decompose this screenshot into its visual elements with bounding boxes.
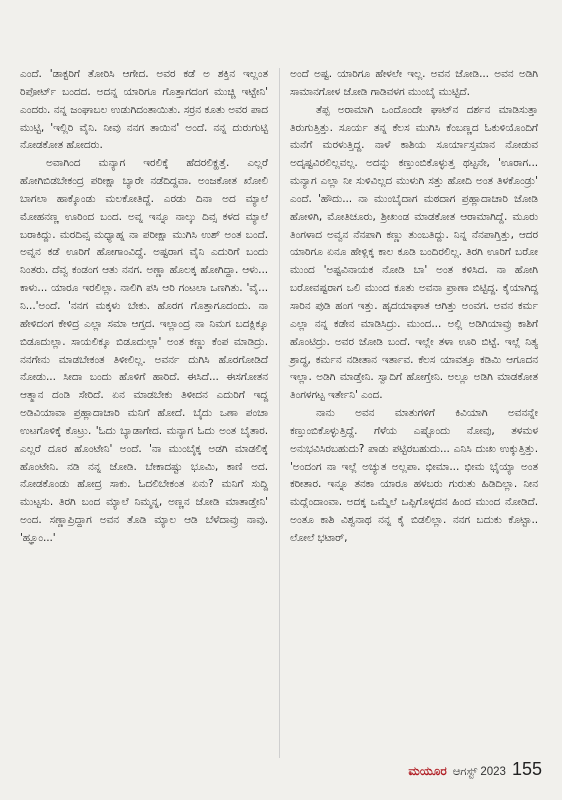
paragraph: ಎಂದೆ. 'ಡಾಕ್ಟರಿಗೆ ತೋರಿಸಿ ಆಗೇದ. ಅವರ ಕಡೆ ಅ ಶಕ್ತಿನ ಇಲ್ಲಂತ ರಿಪೋರ್ಟ್ ಬಂದದ. ಅದನ್ನ ಯಾರಿಗೂ ಗೊತ್ತಾಗದಂಗ ಮುಚ್ಚಿ ಇಟ್ಟೇನಿ' ಎಂದರು. ನನ್ನ ಜಂಘಾಬಲ ಉಡುಗಿದಂತಾಯಿತು. ಸರ್ರನ ಕೂತು ಅವರ ಪಾದ ಮುಟ್ಟಿ, 'ಇಲ್ಲಿರಿ ವೈನಿ. ನೀವು ನನಗ ತಾಯಿನ' ಅಂದೆ. ನನ್ನ ದುರುಗುಟ್ಟಿ ನೋಡಕೋತ ಹೋದರು. (20, 68, 268, 152)
column-divider (279, 68, 280, 758)
right-text-column (290, 66, 538, 548)
paragraph: ನಾನು ಅವನ ಮಾತುಗಳಿಗೆ ಕಿವಿಯಾಗಿ ಅವನನ್ನೇ ಕಣ್ತುಂಬಿಕೊಳ್ಳುತ್ತಿದ್ದೆ. ಗೆಳೆಯ ಎಷ್ಟೊಂದು ನೋವು, ತಳಮಳ ಅನುಭವಿಸಿರಬಹುದು? ಪಾಡು ಪಟ್ಟಿರಬಹುದು... ಎನಿಸಿ ದುಃಖ ಉಕ್ಕುತ್ತಿತ್ತು. 'ಅಂದಂಗ ನಾ ಇಲ್ಲೆ ಅಚ್ಯುತ ಅಲ್ಲಪಾ. ಭೀಮಾ... ಭೀಮ ಭೈಯ್ಯಾ ಅಂತ ಕರೀತಾರ. ಇನ್ನೂ ತನಕಾ ಯಾರೂ ಹಳಬರು ಗುರುತು ಹಿಡಿದಿಲ್ಲಾ. ನೀನ ಮದ್ಲೆಂದಾಂವಾ. ಅದಕ್ಕ ಒಮ್ಮೆಲೆ ಒಪ್ಪಿಗೊಳ್ಳದನ ಹಿಂದ ಮುಂದ ನೋಡಿದೆ. ಅಂತೂ ಕಾಶಿ ವಿಶ್ವನಾಥ ನನ್ನ ಕೈ ಬಿಡಲಿಲ್ಲಾ. ನನಗ ಬದುಕು ಕೊಟ್ಟಾ.. ಲೋಲೆ ಭಟಾರ್, (290, 407, 538, 544)
page-footer (408, 759, 542, 780)
magazine-name: ಮಯೂರ (408, 764, 447, 778)
page-number: 155 (511, 759, 542, 779)
paragraph: ಅವಾಗಿಂದ ಮನ್ಯಾಗ ಇರಲಿಕ್ಕೆ ಹೆದರಲಿಕ್ಹತ್ತೆ. ಎಲ್ಲರೆ ಹೋಗಿಬಿಡಬೇಕಂದ್ರ ಪರೀಕ್ಷಾ ಬ್ಯಾರೇ ನಡೆದಿದ್ದವಾ. ಅಂಜಕೋತ ಖೋಲಿ ಬಾಗಲಾ ಹಾಕ್ಕೊಂಡು ಮಲಕೋತಿದ್ದೆ. ಎರಡು ದಿನಾ ಅದ ಮ್ಯಾಲೆ ಮೋಹನಣ್ಣ ಊರಿಂದ ಬಂದ. ಅವ್ನ ಇನ್ನೂ ನಾಲ್ಕು ದಿವ್ಸ ಕಳದ ಮ್ಯಾಲೆ ಬರಾಕಿದ್ದು. ಮರದಿವ್ಸ ಮಧ್ಯಾಹ್ನ ನಾ ಪರೀಕ್ಷಾ ಮುಗಿಸಿ ಉಶ್ ಅಂತ ಬಂದೆ. ಅವ್ನನ ಕಡೆ ಊರಿಗೆ ಹೋಗಾಂವಿದ್ದೆ. ಅಷ್ಟರಾಗ ವೈನಿ ಎದುರಿಗೆ ಬಂದು ನಿಂತರು. ದೆವ್ವ ಕಂಡಂಗ ಆತು ನನಗ. ಅಣ್ಣಾ ಹೊಲಕ್ಕ ಹೋಗಿದ್ದಾ. ಆಳು... ಕಾಳು... ಯಾರೂ ಇರಲಿಲ್ಲಾ. ನಾಲಿಗಿ ಪಸಿ ಆರಿ ಗಂಟಲಾ ಒಣಗಿತು. 'ವೈ... ನಿ...'ಅಂದೆ. 'ನನಗ ಮಕ್ಕಳು ಬೇಕು. ಹೊರಗ ಗೊತ್ತಾಗೂದಂದು. ನಾ ಹೇಳಿದಂಗ ಕೇಳಿದ್ರ ಎಲ್ಲಾ ಸಮಾ ಆಗ್ತದ. ಇಲ್ಲಾಂದ್ರ ನಾ ನಿಮಗ ಬದಕ್ಲಿಕ್ಕೂ ಬಿಡೂದುಲ್ಲಾ. ಸಾಯಲಿಕ್ಕೂ ಬಿಡೂದುಲ್ಲಾ' ಅಂತ ಕಣ್ಣು ಕೆಂಪ ಮಾಡಿದ್ರು. ನನಗೇನು ಮಾಡಬೇಕಂತ ತಿಳೀಲಿಲ್ಲ. ಅವರ್ನ ದುಗಿಸಿ ಹೊರಗೋಡಿದೆ ನೋಡು... ಸೀದಾ ಬಂದು ಹೊಳಿಗೆ ಹಾರಿದೆ. ಈಸಿದೆ... ಈಸಗೋತನ ಆತ್ಮಾನ ದಂಡಿ ಸೇರಿದೆ. ಏನ ಮಾಡಬೇಕು ತಿಳೀದನ ಎದುರಿಗೆ ಇದ್ದ ಅಡಿವಿಯಾವಾ ಪ್ರಹ್ಲಾದಾಚಾರಿ ಮನಿಗೆ ಹೋದೆ. ಬೈದು ಒಣಾ ಪಂಚಾ ಉಟಗೊಳಿಕ್ಕೆ ಕೊಟ್ರು. 'ಓದು ಬ್ಯಾಡಾಗೇದ. ಮನ್ಯಾಗ ಓದು ಅಂತ ಬೈತಾರ. ಎಲ್ಲರೆ ದೂರ ಹೊಂಟೇನಿ' ಅಂದೆ. 'ನಾ ಮುಂಬೈಕ್ಕ ಅಡಗಿ ಮಾಡಲಿಕ್ಕೆ ಹೊಂಟೇನಿ. ನಡಿ ನನ್ನ ಜೋಡಿ. ಬೇಕಾದಷ್ಟು ಭೂಮಿ, ಕಾಣಿ ಅದ. ನೋಡಕೊಂಡು ಹೋದ್ರ ಸಾಕು. ಓದಲಿಬೇಕಂತ ಏನು? ಮನಿಗೆ ಸುದ್ದಿ ಮುಟ್ಟಸು. ತಿರಗಿ ಬಂದ ಮ್ಯಾಲೆ ನಿಮ್ಮನ್ನ, ಅಣ್ಣನ ಜೋಡಿ ಮಾತಾಡ್ತೇನಿ' ಅಂದ. ಸಣ್ಣಾಪ್ರಿದ್ದಾಗ ಅವನ ತೊಡಿ ಮ್ಯಾಲ ಆಡಿ ಬೆಳೆದಾವ್ರು ನಾವು. 'ಹ್ಞೂಂ...' (20, 157, 268, 544)
paragraph: ಅಂದೆ ಅಷ್ಟ. ಯಾರಿಗೂ ಹೇಳಲೇ ಇಲ್ಲ. ಅವನ ಜೋಡಿ... ಅವನ ಅಡಿಗಿ ಸಾಮಾನಗೋಳ ಜೋಡಿ ಗಾಡಿವಳಗ ಮುಂಬೈ ಮುಟ್ಟಿದೆ. (290, 68, 538, 98)
paragraph: ತೆಪ್ಪ ಅರಾಮಾಗಿ ಒಂದೊಂದೇ ಘಾಟ್‌ನ ದರ್ಶನ ಮಾಡಿಸುತ್ತಾ ತಿರುಗುತ್ತಿತ್ತು. ಸೂರ್ಯ ತನ್ನ ಕೆಲಸ ಮುಗಿಸಿ ಕೆಂಬಣ್ಣದ ಓಕುಳಿಯೊಂದಿಗೆ ಮನೆಗೆ ಮರಳುತ್ತಿದ್ದ. ನಾಳೆ ಕಾಶಿಯ ಸೂರ್ಯಾಸ್ತಮಾನ ನೋಡುವ ಅದೃಷ್ಟವಿರಲಿಲ್ಲವಲ್ಲ. ಅದನ್ನು ಕಣ್ತುಂಬಿಕೊಳ್ಳುತ್ತ ಥಟ್ಟನೇ, 'ಊರಾಗ... ಮನ್ಯಾಗ ಎಲ್ಲಾ ನೀ ಸುಳಿವಿಲ್ಲದ ಮುಳುಗಿ ಸತ್ತು ಹೋದಿ ಅಂತ ತಿಳಕೊಂಡ್ರು' ಎಂದೆ. 'ಹೌದು... ನಾ ಮುಂಬೈದಾಗ ಮಠದಾಗ ಪ್ರಹ್ಲಾದಾಚಾರಿ ಜೋಡಿ ಹೋಳಿಗಿ, ಮೋತಿಚೂರು, ಶ್ರೀಖಂಡ ಮಾಡಕೋತ ಆರಾಮಾಗಿದ್ದೆ. ಮೂರು ತಿಂಗಳಾದ ಅವ್ವನ ನೆನಪಾಗಿ ಕಣ್ಣು ತುಂಬತಿದ್ದು. ನಿನ್ನ ನೆನಪಾಗ್ತಿತ್ತು, ಆದರ ಯಾರಿಗೂ ಏನೂ ಹೇಳ್ಲಿಕ್ಕ ಕಾಲ ಕೂಡಿ ಬಂದಿರಲಿಲ್ಲ. ತಿರಗಿ ಊರಿಗೆ ಬರೋ ಮುಂದ 'ಅಷ್ಟವಿನಾಯಕ ನೋಡಿ ಬಾ' ಅಂತ ಕಳಿಸಿದ. ನಾ ಹೋಗಿ ಬರೋವಷ್ಟರಾಗ ಒಲಿ ಮುಂದ ಕೂತು ಅವನಾ ಪ್ರಾಣಾ ಬಿಟ್ಟಿದ್ದ. ಕೈಯಾಗಿದ್ದ ಸಾರಿನ ಪುಡಿ ಹಂಗ ಇತ್ತು. ಹೃದಯಾಘಾತ ಆಗಿತ್ತು ಅಂವಗ. ಅವನ ಕರ್ಮ ಎಲ್ಲಾ ನನ್ನ ಕಡೇನ ಮಾಡಿಸಿದ್ರು. ಮುಂದ... ಅಲ್ಲಿ ಅಡಿಗಿಯಾವ್ರು ಕಾಶಿಗೆ ಹೊಂಟಿದ್ರು. ಅವರ ಜೋಡಿ ಬಂದೆ. ಇಲ್ಲೇ ತಳಾ ಊರಿ ಬಿಟ್ಟೆ. ಇಲ್ಲೆ ನಿತ್ಯ ಶ್ರಾದ್ಧ, ಕರ್ಮನ ನಡೀತಾನ ಇರ್ತಾವ. ಕೆಲಸ ಯಾವತ್ತೂ ಕಡಿಮಿ ಆಗೂದನ ಇಲ್ಲಾ. ಅಡಿಗಿ ಮಾಡ್ತೇನಿ. ಸ್ವಾದಿಗೆ ಹೋಗ್ತೇನಿ. ಅಲ್ಲೂ ಅಡಿಗಿ ಮಾಡಕೋತ ತಿಂಗಳಗಟ್ಟ ಇರ್ತೇನಿ' ಎಂದ. (290, 103, 538, 402)
issue-date: ಆಗಸ್ಟ್ 2023 (452, 766, 506, 778)
left-text-column (20, 66, 268, 548)
